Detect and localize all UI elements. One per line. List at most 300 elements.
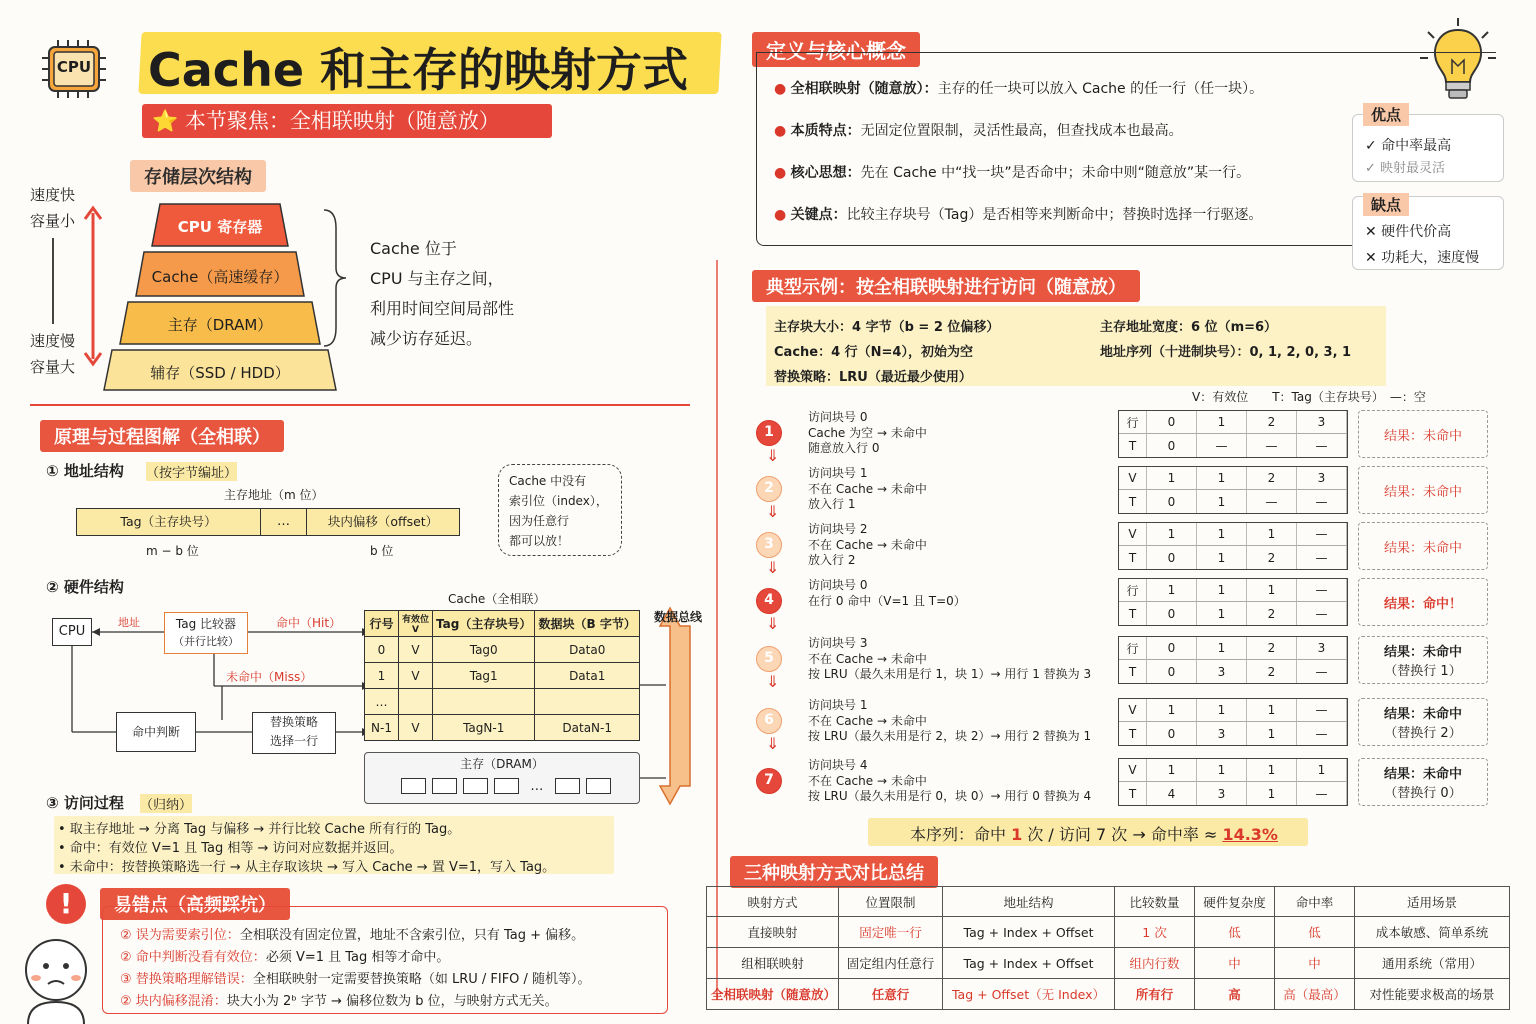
step-number: 2	[756, 476, 782, 502]
cache-state-grid	[1118, 636, 1348, 684]
cache-cell: …	[365, 689, 399, 715]
step-result-main: 结果：未命中	[1383, 707, 1462, 722]
addr-off-bits: b 位	[370, 544, 394, 558]
step-line-3: 按 LRU（最久未用是行 0，块 0）→ 用行 0 替换为 4	[808, 789, 1092, 803]
grid-t-cell: —	[1247, 490, 1297, 513]
grid-t-cell: —	[1297, 722, 1347, 745]
trace-step	[752, 636, 1492, 691]
step-line-3: 放入行 1	[808, 497, 856, 511]
hierarchy-note-4: 减少访存延迟。	[370, 329, 483, 348]
summary-mid: 次 / 访问 7 次 → 命中率 ≈	[1027, 825, 1218, 844]
confused-face-icon	[14, 930, 98, 1024]
addr-tag-field: Tag（主存块号）	[77, 509, 261, 535]
cons-box	[1352, 196, 1504, 270]
grid-t-cell: 2	[1247, 602, 1297, 625]
grid-row-label: V	[1119, 523, 1147, 546]
cache-state-grid	[1118, 522, 1348, 570]
grid-t-cell: 2	[1247, 660, 1297, 683]
cache-cell: N-1	[365, 715, 399, 741]
step-number: 7	[756, 768, 782, 794]
cache-cell: V	[399, 715, 433, 741]
cache-table	[364, 610, 640, 741]
step-result-sub: （替换行 0）	[1384, 786, 1462, 801]
mistake-body: 全相联没有固定位置，地址不含索引位，只有 Tag + 偏移。	[239, 928, 585, 943]
page-title: Cache 和主存的映射方式	[148, 43, 689, 97]
capacity-large-label: 容量大	[30, 358, 76, 376]
cache-cell: Data0	[535, 637, 640, 663]
step-line-1: 访问块号 0	[808, 410, 868, 424]
grid-v-cell: 1	[1247, 759, 1297, 782]
step-line-1: 访问块号 0	[808, 578, 868, 592]
cache-cell: Tag0	[433, 637, 535, 663]
cache-cell	[399, 689, 433, 715]
step-result-main: 结果：未命中	[1383, 645, 1462, 660]
cmp-row-direct	[707, 917, 1510, 948]
replace-policy-box	[252, 712, 336, 754]
trace-step	[752, 466, 1492, 521]
comparison-title: 三种映射方式对比总结	[730, 856, 938, 888]
trace-step	[752, 758, 1492, 808]
cache-col-tag: Tag（主存块号）	[433, 611, 535, 637]
pros-item-2: ✓ 映射最灵活	[1365, 161, 1446, 176]
cmp-header: 地址结构	[943, 887, 1115, 917]
cache-cell: 0	[365, 637, 399, 663]
cmp-row-full	[707, 979, 1510, 1010]
trace-step	[752, 410, 1492, 465]
cmp-header-row	[707, 887, 1510, 917]
principle-title: 原理与过程图解（全相联）	[40, 420, 284, 452]
step-description	[808, 698, 1091, 745]
pros-title: 优点	[1363, 103, 1409, 126]
def-item-4: ● 关键点：比较主存块号（Tag）是否相等来判断命中；替换时选择一行驱逐。	[774, 207, 1263, 223]
level-dram: 主存（DRAM）	[167, 316, 273, 334]
grid-v-cell: 3	[1297, 467, 1347, 490]
tag-cmp-line-2: （并行比较）	[173, 635, 239, 648]
cmp-cell: Tag + Offset（无 Index）	[943, 979, 1115, 1010]
cmp-cell: 所有行	[1115, 979, 1195, 1010]
grid-t-cell: 1	[1197, 490, 1247, 513]
hierarchy-note-1: Cache 位于	[370, 239, 457, 258]
mistake-item-2: ② 命中判断没看有效位：必须 V=1 且 Tag 相等才命中。	[120, 950, 450, 965]
step-line-2: 不在 Cache → 未命中	[808, 537, 927, 552]
hierarchy-title: 存储层次结构	[130, 160, 266, 192]
hit-judge-box: 命中判断	[116, 712, 196, 752]
step-result	[1358, 522, 1488, 570]
grid-t-cell: 1	[1197, 602, 1247, 625]
step-line-2: 不在 Cache → 未命中	[808, 773, 927, 788]
cmp-cell: 高（最高）	[1275, 979, 1355, 1010]
cmp-header: 比较数量	[1115, 887, 1195, 917]
grid-row-label: T	[1119, 660, 1147, 683]
addr-tag-bits: m − b 位	[146, 544, 199, 558]
trace-step	[752, 522, 1492, 577]
step-description	[808, 578, 966, 609]
grid-v-cell: 1	[1197, 579, 1247, 602]
grid-v-cell: 1	[1197, 523, 1247, 546]
grid-v-cell: 1	[1297, 759, 1347, 782]
def-head: 核心思想：	[790, 165, 861, 181]
grid-v-cell: 1	[1197, 467, 1247, 490]
grid-t-cell: 1	[1247, 782, 1297, 805]
def-head: 全相联映射（随意放）：	[790, 81, 938, 97]
addr-dots-field: …	[261, 509, 307, 535]
cpu-chip-label: CPU	[56, 58, 92, 76]
grid-t-cell: —	[1197, 434, 1247, 457]
cons-item-2: ✕ 功耗大，速度慢	[1365, 250, 1480, 266]
pros-box	[1352, 106, 1504, 182]
step-line-2: 在行 0 命中（V=1 且 T=0）	[808, 593, 966, 608]
step-result-main: 结果：未命中	[1383, 540, 1462, 556]
cmp-header: 适用场景	[1355, 887, 1510, 917]
proc-line-2: • 命中：有效位 V=1 且 Tag 相等 → 访问对应数据并返回。	[58, 841, 403, 856]
addr-title: ① 地址结构	[46, 462, 124, 480]
comparison-table	[706, 886, 1510, 1010]
def-item-3: ● 核心思想：先在 Cache 中“找一块”是否命中；未命中则“随意放”某一行。	[774, 165, 1251, 181]
grid-t-cell: 3	[1197, 660, 1247, 683]
grid-t-cell: —	[1297, 490, 1347, 513]
grid-t-cell: 2	[1247, 546, 1297, 569]
cache-cell: V	[399, 663, 433, 689]
cmp-cell: Tag + Index + Offset	[943, 917, 1115, 948]
step-result-sub: （替换行 2）	[1384, 726, 1462, 741]
cpu-box: CPU	[52, 618, 92, 646]
step-line-3: 按 LRU（最久未用是行 1，块 1）→ 用行 1 替换为 3	[808, 667, 1092, 681]
addr-note-2: 索引位（index），	[509, 494, 608, 508]
step-result	[1358, 466, 1488, 514]
grid-row-label: 行	[1119, 411, 1147, 434]
grid-t-cell: —	[1297, 782, 1347, 805]
data-bus-label: 数据总线	[654, 610, 703, 624]
step-number: 4	[756, 588, 782, 614]
summary-prefix: 本序列：命中	[910, 825, 1007, 844]
def-head: 关键点：	[790, 207, 847, 223]
grid-v-cell: 1	[1147, 759, 1197, 782]
cache-state-grid	[1118, 578, 1348, 626]
cmp-cell: 中	[1195, 948, 1275, 979]
cmp-cell: 任意行	[839, 979, 943, 1010]
speed-slow-label: 速度慢	[30, 332, 76, 350]
cmp-header: 映射方式	[707, 887, 839, 917]
grid-row-label: V	[1119, 759, 1147, 782]
cmp-cell: Tag + Index + Offset	[943, 948, 1115, 979]
proc-line-3: • 未命中：按替换策略选一行 → 从主存取该块 → 写入 Cache → 置 V=1，写入 Tag。	[58, 860, 556, 875]
summary-hits: 1	[1011, 825, 1023, 844]
def-body: 主存的任一块可以放入 Cache 的任一行（任一块）。	[937, 81, 1264, 97]
dram-blocks	[401, 777, 611, 795]
example-info-3: 替换策略：LRU（最近最少使用）	[774, 370, 972, 385]
step-result-main: 结果：未命中	[1383, 767, 1462, 782]
cache-cell: V	[399, 637, 433, 663]
step-result	[1358, 758, 1488, 806]
speed-fast-label: 速度快	[30, 186, 76, 204]
mistake-item-3: ③ 替换策略理解错误：全相联映射一定需要替换策略（如 LRU / FIFO / 随机等）。	[120, 972, 591, 987]
cache-state-grid	[1118, 758, 1348, 806]
cmp-cell: 1 次	[1115, 917, 1195, 948]
step-description	[808, 522, 927, 569]
grid-v-cell: —	[1297, 699, 1347, 722]
grid-v-cell: —	[1297, 579, 1347, 602]
grid-v-cell: —	[1297, 523, 1347, 546]
addr-note-4: 都可以放！	[509, 534, 570, 548]
cmp-cell: 高	[1195, 979, 1275, 1010]
grid-row-label: T	[1119, 434, 1147, 457]
step-line-2: 不在 Cache → 未命中	[808, 713, 927, 728]
step-line-3: 放入行 2	[808, 553, 856, 567]
step-description	[808, 636, 1091, 683]
grid-v-cell: 1	[1147, 699, 1197, 722]
mistake-body: 全相联映射一定需要替换策略（如 LRU / FIFO / 随机等）。	[252, 972, 591, 987]
step-result	[1358, 578, 1488, 626]
cache-row	[365, 663, 640, 689]
cache-cell: DataN-1	[535, 715, 640, 741]
step-result-main: 结果：未命中	[1383, 428, 1462, 444]
cmp-cell: 对性能要求极高的场景	[1355, 979, 1510, 1010]
focus-banner: ⭐ 本节聚焦：全相联映射（随意放）	[142, 104, 552, 138]
def-item-2: ● 本质特点：无固定位置限制，灵活性最高，但查找成本也最高。	[774, 123, 1183, 139]
cmp-cell: 成本敏感、简单系统	[1355, 917, 1510, 948]
cache-col-line: 行号	[365, 611, 399, 637]
hw-title: ② 硬件结构	[46, 578, 124, 596]
mistake-item-4: ② 块内偏移混淆：块大小为 2ᵇ 字节 → 偏移位数为 b 位，与映射方式无关。	[120, 994, 558, 1009]
step-result-main: 结果：命中！	[1383, 596, 1462, 612]
grid-t-cell: 0	[1147, 602, 1197, 625]
grid-row-label: T	[1119, 490, 1147, 513]
cache-cell	[535, 689, 640, 715]
example-legend: V：有效位 T：Tag（主存块号） —：空	[1192, 390, 1426, 404]
step-line-1: 访问块号 1	[808, 466, 868, 480]
step-line-1: 访问块号 4	[808, 758, 868, 772]
grid-t-cell: 3	[1197, 722, 1247, 745]
grid-v-cell: 0	[1147, 411, 1197, 434]
cmp-cell: 低	[1275, 917, 1355, 948]
grid-t-cell: 0	[1147, 546, 1197, 569]
addr-subtitle: （按字节编址）	[146, 462, 237, 481]
miss-label: 未命中（Miss）	[226, 670, 313, 684]
step-number: 6	[756, 708, 782, 734]
grid-v-cell: 2	[1247, 637, 1297, 660]
grid-t-cell: —	[1297, 434, 1347, 457]
step-result	[1358, 410, 1488, 458]
addr-top-label: 主存地址（m 位）	[224, 488, 324, 502]
cons-item-1: ✕ 硬件代价高	[1365, 224, 1452, 240]
grid-v-cell: 1	[1197, 637, 1247, 660]
grid-t-cell: —	[1297, 546, 1347, 569]
mistake-head: 块内偏移混淆：	[135, 994, 227, 1009]
cache-table-title: Cache（全相联）	[448, 592, 546, 606]
mistake-head: 替换策略理解错误：	[135, 972, 253, 987]
cmp-row-set	[707, 948, 1510, 979]
grid-v-cell: 2	[1247, 411, 1297, 434]
grid-row-label: 行	[1119, 637, 1147, 660]
cache-cell	[433, 689, 535, 715]
grid-t-cell: 1	[1247, 722, 1297, 745]
level-disk: 辅存（SSD / HDD）	[150, 364, 290, 382]
cons-title: 缺点	[1363, 193, 1409, 216]
cmp-cell: 组相联映射	[707, 948, 839, 979]
level-cache: Cache（高速缓存）	[151, 268, 289, 286]
mistakes-title: 易错点（高频踩坑）	[100, 888, 290, 920]
grid-v-cell: 1	[1247, 699, 1297, 722]
down-arrow-icon: ⇓	[766, 446, 780, 465]
cache-cell: Tag1	[433, 663, 535, 689]
pros-item-1: ✓ 命中率最高	[1365, 138, 1452, 154]
cache-cell: TagN-1	[433, 715, 535, 741]
cmp-cell: 低	[1195, 917, 1275, 948]
cmp-cell: 直接映射	[707, 917, 839, 948]
cmp-cell: 固定组内任意行	[839, 948, 943, 979]
proc-subtitle: （归纳）	[140, 794, 192, 813]
down-arrow-icon: ⇓	[766, 502, 780, 521]
addr-note-3: 因为任意行	[509, 514, 570, 528]
def-head: 本质特点：	[790, 123, 861, 139]
step-description	[808, 410, 927, 457]
cache-col-valid: 有效位 V	[399, 611, 433, 637]
grid-row-label: 行	[1119, 579, 1147, 602]
grid-v-cell: 1	[1197, 699, 1247, 722]
grid-v-cell: 1	[1147, 467, 1197, 490]
grid-v-cell: 2	[1247, 467, 1297, 490]
step-description	[808, 466, 927, 513]
grid-t-cell: 0	[1147, 660, 1197, 683]
proc-title: ③ 访问过程	[46, 794, 124, 812]
step-result	[1358, 636, 1488, 684]
grid-v-cell: 1	[1247, 523, 1297, 546]
cache-state-grid	[1118, 410, 1348, 458]
cache-cell: Data1	[535, 663, 640, 689]
cmp-cell: 通用系统（常用）	[1355, 948, 1510, 979]
grid-v-cell: 1	[1197, 411, 1247, 434]
tag-cmp-line-1: Tag 比较器	[175, 617, 237, 631]
def-item-1: ● 全相联映射（随意放）：主存的任一块可以放入 Cache 的任一行（任一块）。	[774, 81, 1264, 97]
cache-state-grid	[1118, 466, 1348, 514]
cmp-header: 硬件复杂度	[1195, 887, 1275, 917]
def-body: 先在 Cache 中“找一块”是否命中；未命中则“随意放”某一行。	[860, 165, 1251, 181]
cache-state-grid	[1118, 698, 1348, 746]
step-number: 1	[756, 420, 782, 446]
grid-v-cell: 0	[1147, 637, 1197, 660]
summary-rate: 14.3%	[1222, 825, 1278, 844]
grid-v-cell: 3	[1297, 411, 1347, 434]
example-title: 典型示例：按全相联映射进行访问（随意放）	[752, 270, 1140, 302]
mistake-head: 误为需要索引位：	[135, 928, 240, 943]
step-number: 3	[756, 532, 782, 558]
step-line-2: Cache 为空 → 未命中	[808, 425, 927, 440]
grid-v-cell: 1	[1197, 759, 1247, 782]
step-line-1: 访问块号 1	[808, 698, 868, 712]
cache-row	[365, 715, 640, 741]
hit-label: 命中（Hit）	[276, 616, 342, 630]
cache-cell: 1	[365, 663, 399, 689]
cache-row	[365, 689, 640, 715]
trace-step	[752, 698, 1492, 753]
addr-note-1: Cache 中没有	[509, 474, 587, 488]
grid-t-cell: 1	[1197, 546, 1247, 569]
cmp-header: 位置限制	[839, 887, 943, 917]
dram-dots: …	[530, 778, 544, 794]
example-info-5: 地址序列（十进制块号）：0, 1, 2, 0, 3, 1	[1100, 345, 1352, 360]
step-result-main: 结果：未命中	[1383, 484, 1462, 500]
step-number: 5	[756, 646, 782, 672]
step-line-1: 访问块号 3	[808, 636, 868, 650]
grid-row-label: V	[1119, 699, 1147, 722]
down-arrow-icon: ⇓	[766, 614, 780, 633]
addr-offset-field: 块内偏移（offset）	[327, 514, 439, 529]
trace-step	[752, 578, 1492, 633]
cmp-cell: 组内行数	[1115, 948, 1195, 979]
summary-line	[910, 822, 1278, 845]
mistake-body: 块大小为 2ᵇ 字节 → 偏移位数为 b 位，与映射方式无关。	[226, 994, 558, 1009]
def-body: 无固定位置限制，灵活性最高，但查找成本也最高。	[860, 123, 1183, 139]
grid-t-cell: 4	[1147, 782, 1197, 805]
cmp-cell: 固定唯一行	[839, 917, 943, 948]
proc-line-1: • 取主存地址 → 分离 Tag 与偏移 → 并行比较 Cache 所有行的 Tag。	[58, 822, 461, 837]
mistake-item-1: ② 误为需要索引位：全相联没有固定位置，地址不含索引位，只有 Tag + 偏移。	[120, 928, 585, 943]
step-line-3: 按 LRU（最久未用是行 2，块 2）→ 用行 2 替换为 1	[808, 729, 1092, 743]
step-line-1: 访问块号 2	[808, 522, 868, 536]
grid-row-label: T	[1119, 602, 1147, 625]
example-info-2: Cache：4 行（N=4），初始为空	[774, 345, 973, 360]
hierarchy-note-2: CPU 与主存之间，	[370, 269, 504, 288]
addr-arrow-label: 地址	[118, 616, 140, 629]
mistake-head: 命中判断没看有效位：	[135, 950, 266, 965]
replace-line-2: 选择一行	[269, 734, 318, 748]
down-arrow-icon: ⇓	[766, 734, 780, 753]
down-arrow-icon: ⇓	[766, 672, 780, 691]
grid-t-cell: —	[1297, 660, 1347, 683]
example-info-4: 主存地址宽度：6 位（m=6）	[1100, 320, 1278, 335]
capacity-small-label: 容量小	[30, 212, 76, 230]
def-body: 比较主存块号（Tag）是否相等来判断命中；替换时选择一行驱逐。	[846, 207, 1263, 223]
step-description	[808, 758, 1091, 805]
grid-row-label: V	[1119, 467, 1147, 490]
definition-title: 定义与核心概念	[752, 32, 920, 67]
dram-box	[364, 752, 640, 804]
step-result-sub: （替换行 1）	[1384, 664, 1462, 679]
grid-t-cell: 0	[1147, 722, 1197, 745]
step-line-3: 随意放入行 0	[808, 441, 880, 455]
grid-v-cell: 1	[1247, 579, 1297, 602]
grid-row-label: T	[1119, 722, 1147, 745]
dram-label: 主存（DRAM）	[460, 757, 544, 771]
grid-t-cell: —	[1297, 602, 1347, 625]
grid-t-cell: 0	[1147, 434, 1197, 457]
cache-col-data: 数据块（B 字节）	[535, 611, 640, 637]
grid-t-cell: 0	[1147, 490, 1197, 513]
grid-v-cell: 3	[1297, 637, 1347, 660]
grid-t-cell: —	[1247, 434, 1297, 457]
grid-row-label: T	[1119, 782, 1147, 805]
cmp-cell: 全相联映射（随意放）	[707, 979, 839, 1010]
warning-icon: !	[46, 884, 86, 924]
grid-v-cell: 1	[1147, 523, 1197, 546]
example-info-1: 主存块大小：4 字节（b = 2 位偏移）	[774, 320, 1000, 335]
cmp-cell: 中	[1275, 948, 1355, 979]
level-register: CPU 寄存器	[177, 218, 263, 236]
step-line-2: 不在 Cache → 未命中	[808, 651, 927, 666]
step-line-2: 不在 Cache → 未命中	[808, 481, 927, 496]
grid-t-cell: 3	[1197, 782, 1247, 805]
grid-row-label: T	[1119, 546, 1147, 569]
grid-v-cell: 1	[1147, 579, 1197, 602]
cache-row	[365, 637, 640, 663]
tag-comparator	[164, 612, 248, 654]
step-result	[1358, 698, 1488, 746]
hierarchy-note-3: 利用时间空间局部性	[370, 299, 515, 318]
cmp-header: 命中率	[1275, 887, 1355, 917]
down-arrow-icon: ⇓	[766, 558, 780, 577]
mistake-body: 必须 V=1 且 Tag 相等才命中。	[265, 950, 450, 965]
replace-line-1: 替换策略	[269, 715, 318, 729]
